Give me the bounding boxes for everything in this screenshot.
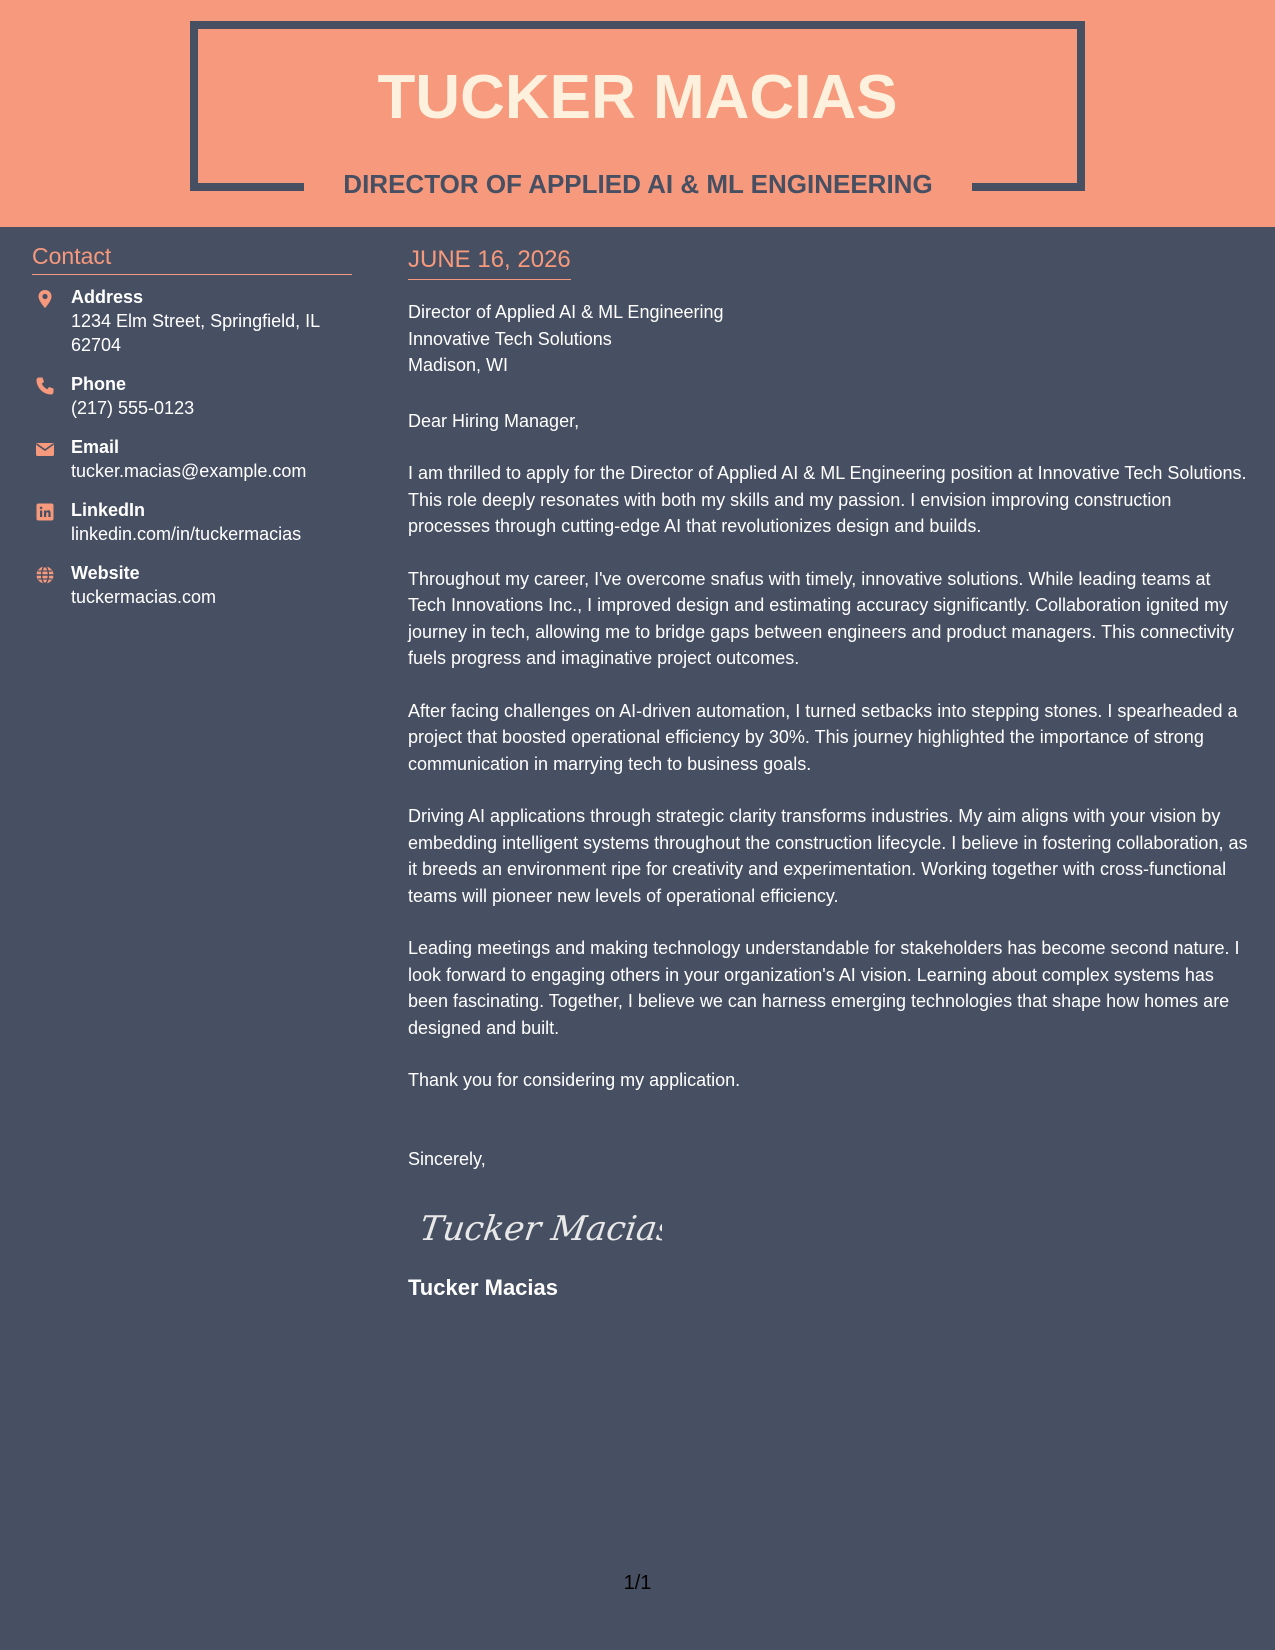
contact-item-email	[32, 435, 352, 483]
website-value[interactable]: tuckermacias.com	[71, 587, 217, 607]
recipient-company: Innovative Tech Solutions	[408, 328, 612, 349]
letter-paragraph: Driving AI applications through strategic clarity transforms industries. My aim aligns with your vision by embedding intelligent systems throughout the construction lifecycle. I believe in fostering collaboration, as it breeds an environment ripe for creativity and experimentation. Working together with cross-functional teams will pioneer new levels of operational efficiency.	[408, 806, 1248, 906]
address-value: 1234 Elm Street, Springfield, IL 62704	[71, 311, 320, 355]
header-banner	[0, 0, 1275, 227]
closing: Sincerely,	[408, 1148, 486, 1169]
header-frame-bottom-right	[972, 183, 1085, 191]
header-frame-bottom-left	[190, 183, 304, 191]
contact-label: Address	[71, 287, 144, 307]
contact-label: Email	[71, 437, 120, 457]
letter-body	[408, 244, 1248, 1303]
letter-paragraph: Leading meetings and making technology understandable for stakeholders has become second nature. I look forward to engaging others in your organization's AI vision. Learning about complex systems has been fascinating. Together, I believe we can harness emerging technologies that shape how homes are designed and built.	[408, 938, 1240, 1038]
contact-label: Website	[71, 563, 140, 583]
contact-label: LinkedIn	[71, 500, 146, 520]
page-number: 1/1	[623, 1572, 652, 1594]
contact-item-website	[32, 561, 352, 609]
signature-image	[422, 1202, 662, 1252]
letter-paragraph: Throughout my career, I've overcome snafus with timely, innovative solutions. While leading teams at Tech Innovations Inc., I improved design and estimating accuracy significantly. Collaboration ignited my journey in tech, allowing me to bridge gaps between engineers and product managers. This connectivity fuels progress and imaginative project outcomes.	[408, 568, 1235, 668]
contact-item-linkedin	[32, 498, 352, 546]
envelope-icon	[35, 439, 55, 459]
globe-icon	[35, 565, 55, 585]
sidebar-contact	[32, 240, 352, 624]
contact-heading: Contact	[32, 240, 352, 275]
letter-date: JUNE 16, 2026	[408, 244, 571, 280]
letter-paragraph: Thank you for considering my application.	[408, 1070, 741, 1090]
map-pin-icon	[35, 289, 55, 309]
job-title: DIRECTOR OF APPLIED AI & ML ENGINEERING	[343, 169, 933, 199]
recipient-title: Director of Applied AI & ML Engineering	[408, 302, 724, 322]
applicant-name: TUCKER MACIAS	[377, 63, 898, 132]
contact-item-phone	[32, 372, 352, 420]
contact-item-address	[32, 285, 352, 357]
recipient-block	[408, 299, 1248, 379]
linkedin-value[interactable]: linkedin.com/in/tuckermacias	[71, 524, 302, 544]
signed-name: Tucker Macias	[408, 1275, 559, 1300]
recipient-location: Madison, WI	[408, 355, 509, 375]
letter-paragraph: I am thrilled to apply for the Director of Applied AI & ML Engineering position at Innovative Tech Solutions. This role deeply resonates with both my skills and my passion. I envision improving construction processes through cutting-edge AI that revolutionizes design and builds.	[408, 463, 1247, 536]
contact-label: Phone	[71, 374, 127, 394]
salutation: Dear Hiring Manager,	[408, 410, 580, 431]
email-value[interactable]: tucker.macias@example.com	[71, 461, 307, 481]
phone-icon	[35, 376, 55, 396]
signature-text: Tucker Macias	[422, 1209, 662, 1249]
letter-paragraph: After facing challenges on AI-driven automation, I turned setbacks into stepping stones. I spearheaded a project that boosted operational efficiency by 30%. This journey highlighted the importance of strong communication in marrying tech to business goals.	[408, 700, 1238, 774]
linkedin-icon	[35, 502, 55, 522]
phone-value: (217) 555-0123	[71, 398, 195, 418]
